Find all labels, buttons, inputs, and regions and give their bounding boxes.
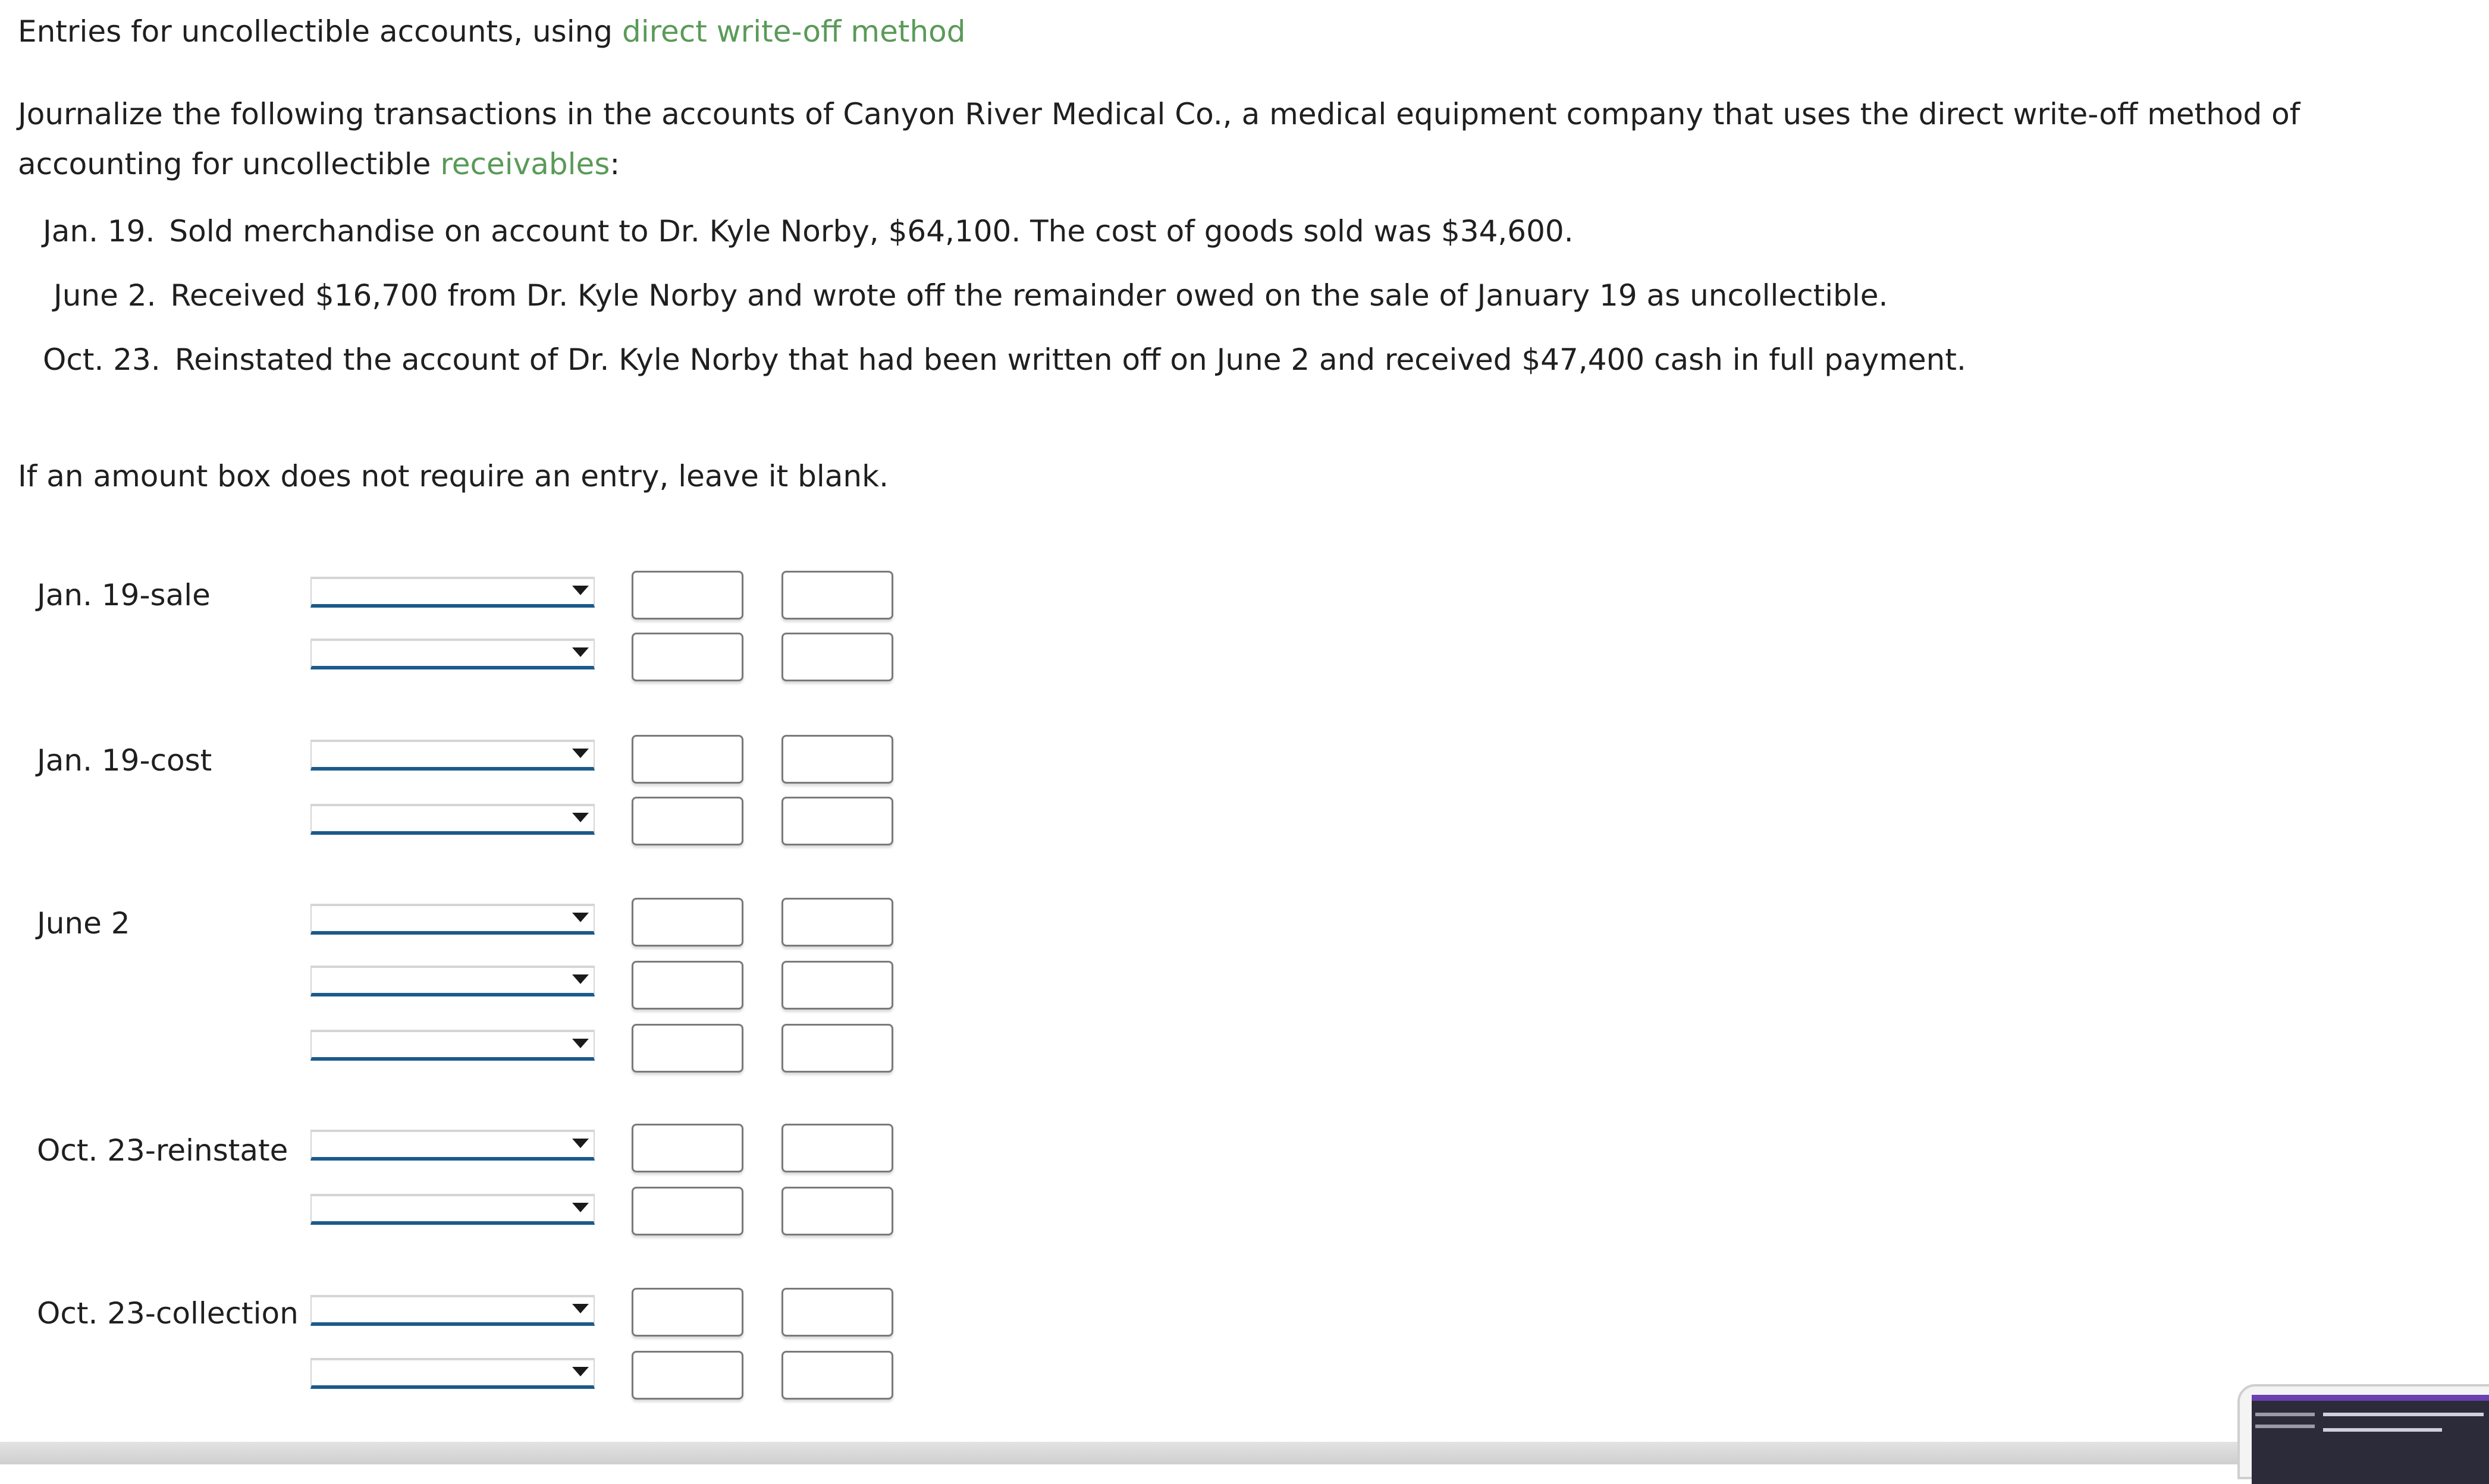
- page-title: [18, 14, 966, 49]
- entry-label-oct-23-reinstate: Oct. 23-reinstate: [37, 1133, 288, 1168]
- debit-amount-input[interactable]: [632, 1288, 743, 1337]
- account-select[interactable]: [310, 639, 595, 669]
- transaction-text: Reinstated the account of Dr. Kyle Norby that had been written off on June 2 and received $47,400 cash in full payment.: [174, 342, 1966, 377]
- credit-amount-input[interactable]: [781, 633, 893, 681]
- debit-amount-input[interactable]: [632, 1124, 743, 1172]
- instructions-text: Journalize the following transactions in the accounts of Canyon River Medical Co., a medical equipment company that uses the direct write-off method of accounting for uncollectible: [18, 97, 2300, 181]
- screenshot-thumbnail[interactable]: [2237, 1384, 2489, 1479]
- thumbnail-image: [2252, 1395, 2489, 1484]
- triangle-down-icon: [572, 913, 589, 922]
- account-select[interactable]: [310, 740, 595, 771]
- credit-amount-input[interactable]: [781, 1187, 893, 1235]
- account-select[interactable]: [310, 577, 595, 608]
- debit-amount-input[interactable]: [632, 571, 743, 620]
- horizontal-scrollbar[interactable]: [0, 1442, 2489, 1464]
- title-text: Entries for uncollectible accounts, using: [18, 14, 622, 49]
- title-link[interactable]: direct write-off method: [622, 14, 966, 49]
- transaction-oct-23: [43, 342, 1966, 377]
- triangle-down-icon: [572, 586, 589, 595]
- instructions-suffix: :: [610, 147, 620, 181]
- entry-label-jan-19-sale: Jan. 19-sale: [37, 578, 211, 612]
- debit-amount-input[interactable]: [632, 1024, 743, 1073]
- transaction-text: Sold merchandise on account to Dr. Kyle Norby, $64,100. The cost of goods sold was $34,600.: [169, 214, 1574, 249]
- account-select[interactable]: [310, 1130, 595, 1161]
- debit-amount-input[interactable]: [632, 797, 743, 845]
- triangle-down-icon: [572, 1203, 589, 1212]
- credit-amount-input[interactable]: [781, 1351, 893, 1400]
- credit-amount-input[interactable]: [781, 571, 893, 620]
- credit-amount-input[interactable]: [781, 1024, 893, 1073]
- entry-label-june-2: June 2: [37, 906, 130, 941]
- debit-amount-input[interactable]: [632, 633, 743, 681]
- triangle-down-icon: [572, 1367, 589, 1376]
- triangle-down-icon: [572, 1039, 589, 1048]
- instruction-note: If an amount box does not require an entry, leave it blank.: [18, 459, 889, 493]
- receivables-link[interactable]: receivables: [440, 147, 610, 181]
- transaction-date: Oct. 23.: [43, 342, 161, 377]
- entry-label-oct-23-collection: Oct. 23-collection: [37, 1296, 299, 1331]
- account-select[interactable]: [310, 966, 595, 996]
- transaction-jan-19: [43, 214, 1574, 249]
- debit-amount-input[interactable]: [632, 1351, 743, 1400]
- triangle-down-icon: [572, 974, 589, 984]
- credit-amount-input[interactable]: [781, 735, 893, 784]
- debit-amount-input[interactable]: [632, 1187, 743, 1235]
- credit-amount-input[interactable]: [781, 898, 893, 947]
- triangle-down-icon: [572, 813, 589, 822]
- transaction-text: Received $16,700 from Dr. Kyle Norby and wrote off the remainder owed on the sale of January 19 as uncollectible.: [170, 278, 1888, 313]
- credit-amount-input[interactable]: [781, 1124, 893, 1172]
- debit-amount-input[interactable]: [632, 961, 743, 1010]
- transaction-date: Jan. 19.: [43, 214, 155, 249]
- entry-label-jan-19-cost: Jan. 19-cost: [37, 743, 212, 778]
- account-select[interactable]: [310, 804, 595, 835]
- debit-amount-input[interactable]: [632, 898, 743, 947]
- account-select[interactable]: [310, 1194, 595, 1225]
- triangle-down-icon: [572, 1304, 589, 1313]
- credit-amount-input[interactable]: [781, 1288, 893, 1337]
- credit-amount-input[interactable]: [781, 797, 893, 845]
- triangle-down-icon: [572, 647, 589, 657]
- account-select[interactable]: [310, 1295, 595, 1326]
- transaction-date: June 2.: [54, 278, 156, 313]
- triangle-down-icon: [572, 749, 589, 758]
- account-select[interactable]: [310, 1358, 595, 1389]
- instructions: [18, 89, 2456, 189]
- transaction-june-2: [54, 278, 1888, 313]
- account-select[interactable]: [310, 904, 595, 935]
- account-select[interactable]: [310, 1030, 595, 1061]
- credit-amount-input[interactable]: [781, 961, 893, 1010]
- debit-amount-input[interactable]: [632, 735, 743, 784]
- triangle-down-icon: [572, 1139, 589, 1148]
